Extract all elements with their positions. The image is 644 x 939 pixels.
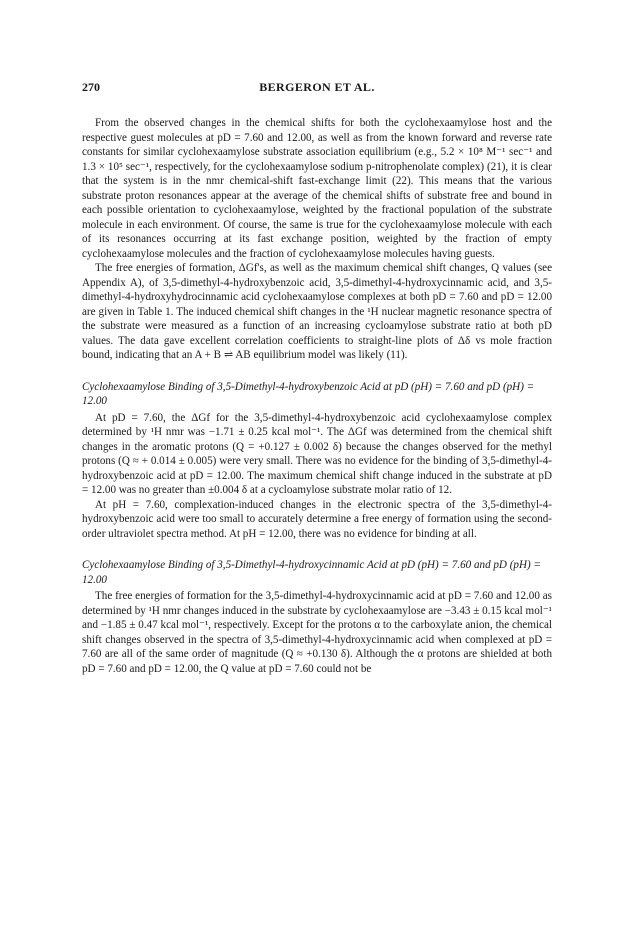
section-heading-cinnamic: Cyclohexaamylose Binding of 3,5-Dimethyl-4-hydroxycinnamic Acid at pD (pH) = 7.60 and pD (pH) = 12.00 <box>82 559 541 586</box>
paragraph-1: From the observed changes in the chemical shifts for both the cyclohexaamylose host and the respective guest molecules at pD = 7.60 and 12.00, as well as from the known forward and reverse rate constants for similar cyclohexaamylose substrate association equilibrium (e.g., 5.2 × 10⁸ M⁻¹ sec⁻¹ and 1.3 × 10⁵ sec⁻¹, respectively, for the cyclohexaamylose sodium p-nitrophenolate complex) (21), it is clear that the system is in the nmr chemical-shift fast-exchange limit (22). This means that the various substrate proton resonances appear at the average of the chemical shifts of substrate free and bound in each possible orientation to cyclohexaamylose, weighted by the fractional population of the substrate molecule in each environment. Of course, the same is true for the cyclohexaamylose molecule with each of its resonances occurring at its fast exchange position, weighted by the fraction of empty cyclohexaamylose molecules and the fraction of cyclohexaamylose molecules having guests. <box>82 117 552 260</box>
body-text <box>82 116 552 676</box>
paragraph-2: The free energies of formation, ΔGf's, as well as the maximum chemical shift changes, Q values (see Appendix A), of 3,5-dimethyl-4-hydroxybenzoic acid, 3,5-dimethyl-4-hydroxycinnamic acid, and 3,5-dimethyl-4-hydroxyhydrocinnamic acid cyclohexaamylose complexes at both pD = 7.60 and pD = 12.00 are given in Table 1. The induced chemical shift changes in the ¹H nuclear magnetic resonance spectra of the substrate were measured as a function of an increasing cycloamylose substrate ratio at both pD values. The data gave excellent correlation coefficients to straight-line plots of Δδ vs mole fraction bound, indicating that an A + B ⇌ AB equilibrium model was likely (11). <box>82 262 552 361</box>
paragraph-5: The free energies of formation for the 3,5-dimethyl-4-hydroxycinnamic acid at pD = 7.60 and 12.00 as determined by ¹H nmr changes induced in the substrate by cyclohexaamylose are −3.43 ± 0.15 kcal mol⁻¹ and −1.85 ± 0.47 kcal mol⁻¹, respectively. Except for the protons α to the carboxylate anion, the chemical shift changes observed in the spectra of 3,5-dimethyl-4-hydroxycinnamic acid when complexed at pD = 7.60 are all of the same order of magnitude (Q ≈ +0.130 δ). Although the α protons are shielded at both pD = 7.60 and pD = 12.00, the Q value at pD = 7.60 could not be <box>82 590 552 675</box>
paragraph-4: At pH = 7.60, complexation-induced changes in the electronic spectra of the 3,5-dimethyl-4-hydroxybenzoic acid were too small to accurately determine a free energy of formation using the second-order ultraviolet spectra method. At pH = 12.00, there was no evidence for binding at all. <box>82 498 552 540</box>
section-heading-benzoic: Cyclohexaamylose Binding of 3,5-Dimethyl-4-hydroxybenzoic Acid at pD (pH) = 7.60 and pD (pH) = 12.00 <box>82 380 535 407</box>
page-number: 270 <box>82 80 100 94</box>
page-header <box>82 80 552 96</box>
running-head: BERGERON ET AL. <box>259 80 375 94</box>
paragraph-3: At pD = 7.60, the ΔGf for the 3,5-dimethyl-4-hydroxybenzoic acid cyclohexaamylose complex determined by ¹H nmr was −1.71 ± 0.25 kcal mol⁻¹. The ΔGf was determined from the chemical shift changes in the aromatic protons (Q = +0.127 ± 0.002 δ) because the changes observed for the methyl protons (Q ≈ + 0.014 ± 0.005) were very small. There was no evidence for the binding of 3,5-dimethyl-4-hydroxybenzoic acid at pD = 12.00. The maximum chemical shift change induced in the substrate at pD = 12.00 was no greater than ±0.004 δ at a cycloamylose substrate molar ratio of 12. <box>82 411 552 496</box>
